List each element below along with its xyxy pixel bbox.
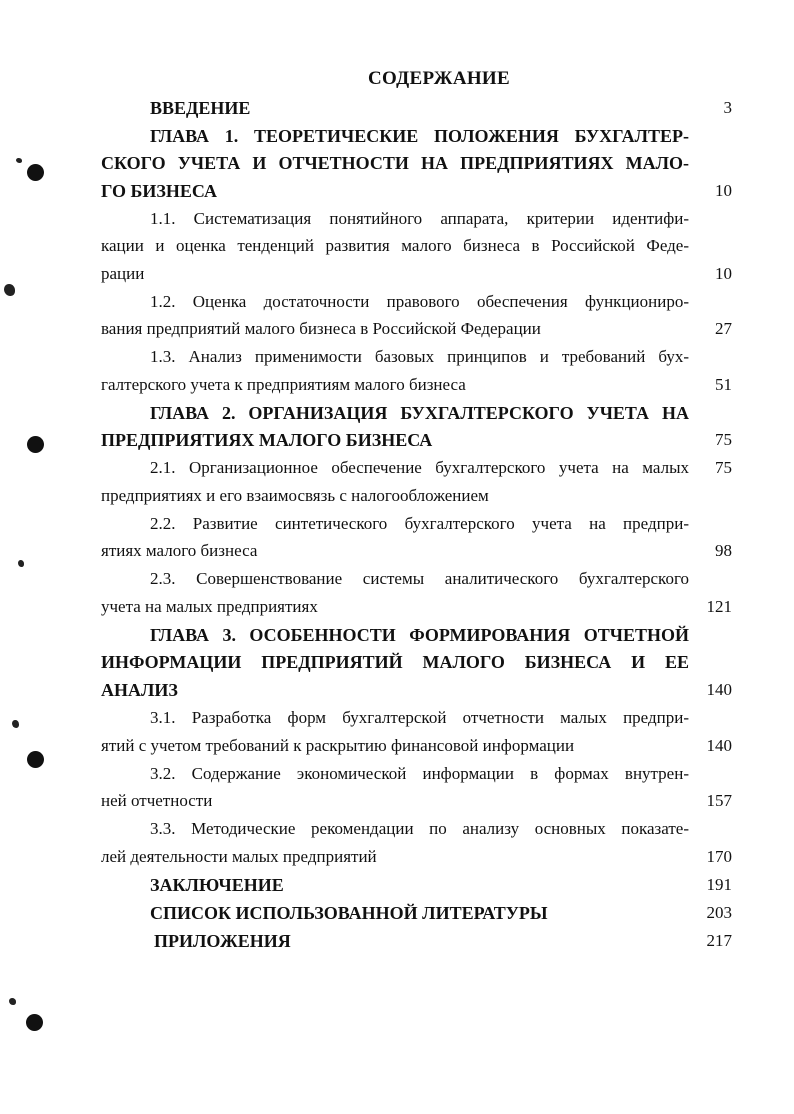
toc-page-chapter-3: 140 — [706, 680, 732, 699]
toc-entry-1-2-line-2: вания предприятий малого бизнеса в Российской Федерации — [101, 319, 541, 338]
toc-page-bibliography: 203 — [706, 903, 732, 922]
scan-smudge-3 — [18, 560, 24, 567]
toc-page-2-1: 75 — [715, 458, 732, 477]
binder-hole-2 — [27, 436, 44, 453]
toc-entry-chapter-3-line-2: ИНФОРМАЦИИ ПРЕДПРИЯТИЙ МАЛОГО БИЗНЕСА И ЕЕ — [101, 652, 689, 672]
toc-page-2-2: 98 — [715, 541, 732, 560]
binder-hole-4 — [26, 1014, 43, 1031]
toc-entry-2-3-line-2: учета на малых предприятиях — [101, 597, 318, 616]
toc-entry-3-1-line-2: ятий с учетом требований к раскрытию финансовой информации — [101, 736, 575, 755]
scan-smudge-1 — [16, 158, 22, 163]
toc-page-intro: 3 — [723, 98, 732, 117]
toc-page-3-1: 140 — [706, 736, 732, 755]
toc-entry-3-2-line-2: ней отчетности — [101, 791, 213, 810]
toc-entry-3-2-line-1: 3.2. Содержание экономической информации в формах внутрен- — [150, 764, 689, 783]
toc-title: СОДЕРЖАНИЕ — [368, 68, 510, 89]
toc-page-1-1: 10 — [715, 264, 732, 283]
toc-entry-bibliography: СПИСОК ИСПОЛЬЗОВАННОЙ ЛИТЕРАТУРЫ — [150, 903, 548, 923]
toc-entry-appendices: ПРИЛОЖЕНИЯ — [154, 931, 291, 951]
toc-entry-1-1-line-2: кации и оценка тенденций развития малого бизнеса в Российской Феде- — [101, 236, 689, 255]
toc-entry-1-3-line-1: 1.3. Анализ применимости базовых принципов и требований бух- — [150, 347, 689, 366]
toc-entry-3-1-line-1: 3.1. Разработка форм бухгалтерской отчетности малых предпри- — [150, 708, 689, 727]
toc-entry-chapter-2-line-1: ГЛАВА 2. ОРГАНИЗАЦИЯ БУХГАЛТЕРСКОГО УЧЕТА НА — [150, 403, 689, 423]
toc-page-appendices: 217 — [706, 931, 732, 950]
toc-entry-3-3-line-2: лей деятельности малых предприятий — [101, 847, 377, 866]
toc-entry-intro: ВВЕДЕНИЕ — [150, 98, 251, 118]
toc-entry-chapter-1-line-1: ГЛАВА 1. ТЕОРЕТИЧЕСКИЕ ПОЛОЖЕНИЯ БУХГАЛТЕР- — [150, 126, 689, 146]
toc-page-3-3: 170 — [706, 847, 732, 866]
toc-entry-chapter-3-line-1: ГЛАВА 3. ОСОБЕННОСТИ ФОРМИРОВАНИЯ ОТЧЕТНОЙ — [150, 625, 689, 645]
toc-entry-chapter-1-line-2: СКОГО УЧЕТА И ОТЧЕТНОСТИ НА ПРЕДПРИЯТИЯХ МАЛО- — [101, 153, 689, 173]
toc-entry-1-3-line-2: галтерского учета к предприятиям малого бизнеса — [101, 375, 466, 394]
toc-entry-chapter-1-line-3: ГО БИЗНЕСА — [101, 181, 218, 201]
binder-hole-1 — [27, 164, 44, 181]
scan-smudge-5 — [9, 998, 16, 1005]
toc-page-conclusion: 191 — [706, 875, 732, 894]
toc-entry-2-3-line-1: 2.3. Совершенствование системы аналитического бухгалтерского — [150, 569, 689, 588]
toc-entry-chapter-3-line-3: АНАЛИЗ — [101, 680, 178, 700]
scan-smudge-4 — [12, 720, 19, 728]
scan-smudge-2 — [4, 284, 15, 296]
toc-entry-1-2-line-1: 1.2. Оценка достаточности правового обеспечения функциониро- — [150, 292, 689, 311]
toc-page-1-2: 27 — [715, 319, 732, 338]
toc-entry-2-2-line-1: 2.2. Развитие синтетического бухгалтерского учета на предпри- — [150, 514, 689, 533]
toc-page-chapter-2: 75 — [715, 430, 732, 449]
toc-page-chapter-1: 10 — [715, 181, 732, 200]
toc-entry-chapter-2-line-2: ПРЕДПРИЯТИЯХ МАЛОГО БИЗНЕСА — [101, 430, 433, 450]
toc-page-3-2: 157 — [706, 791, 732, 810]
toc-entry-3-3-line-1: 3.3. Методические рекомендации по анализу основных показате- — [150, 819, 689, 838]
binder-hole-3 — [27, 751, 44, 768]
toc-page-2-3: 121 — [706, 597, 732, 616]
toc-page-1-3: 51 — [715, 375, 732, 394]
toc-entry-2-2-line-2: ятиях малого бизнеса — [101, 541, 258, 560]
toc-entry-2-1-line-2: предприятиях и его взаимосвязь с налогообложением — [101, 486, 489, 505]
toc-entry-1-1-line-3: рации — [101, 264, 145, 283]
toc-entry-1-1-line-1: 1.1. Систематизация понятийного аппарата, критерии идентифи- — [150, 209, 689, 228]
toc-entry-2-1-line-1: 2.1. Организационное обеспечение бухгалтерского учета на малых — [150, 458, 689, 477]
toc-entry-conclusion: ЗАКЛЮЧЕНИЕ — [150, 875, 284, 895]
